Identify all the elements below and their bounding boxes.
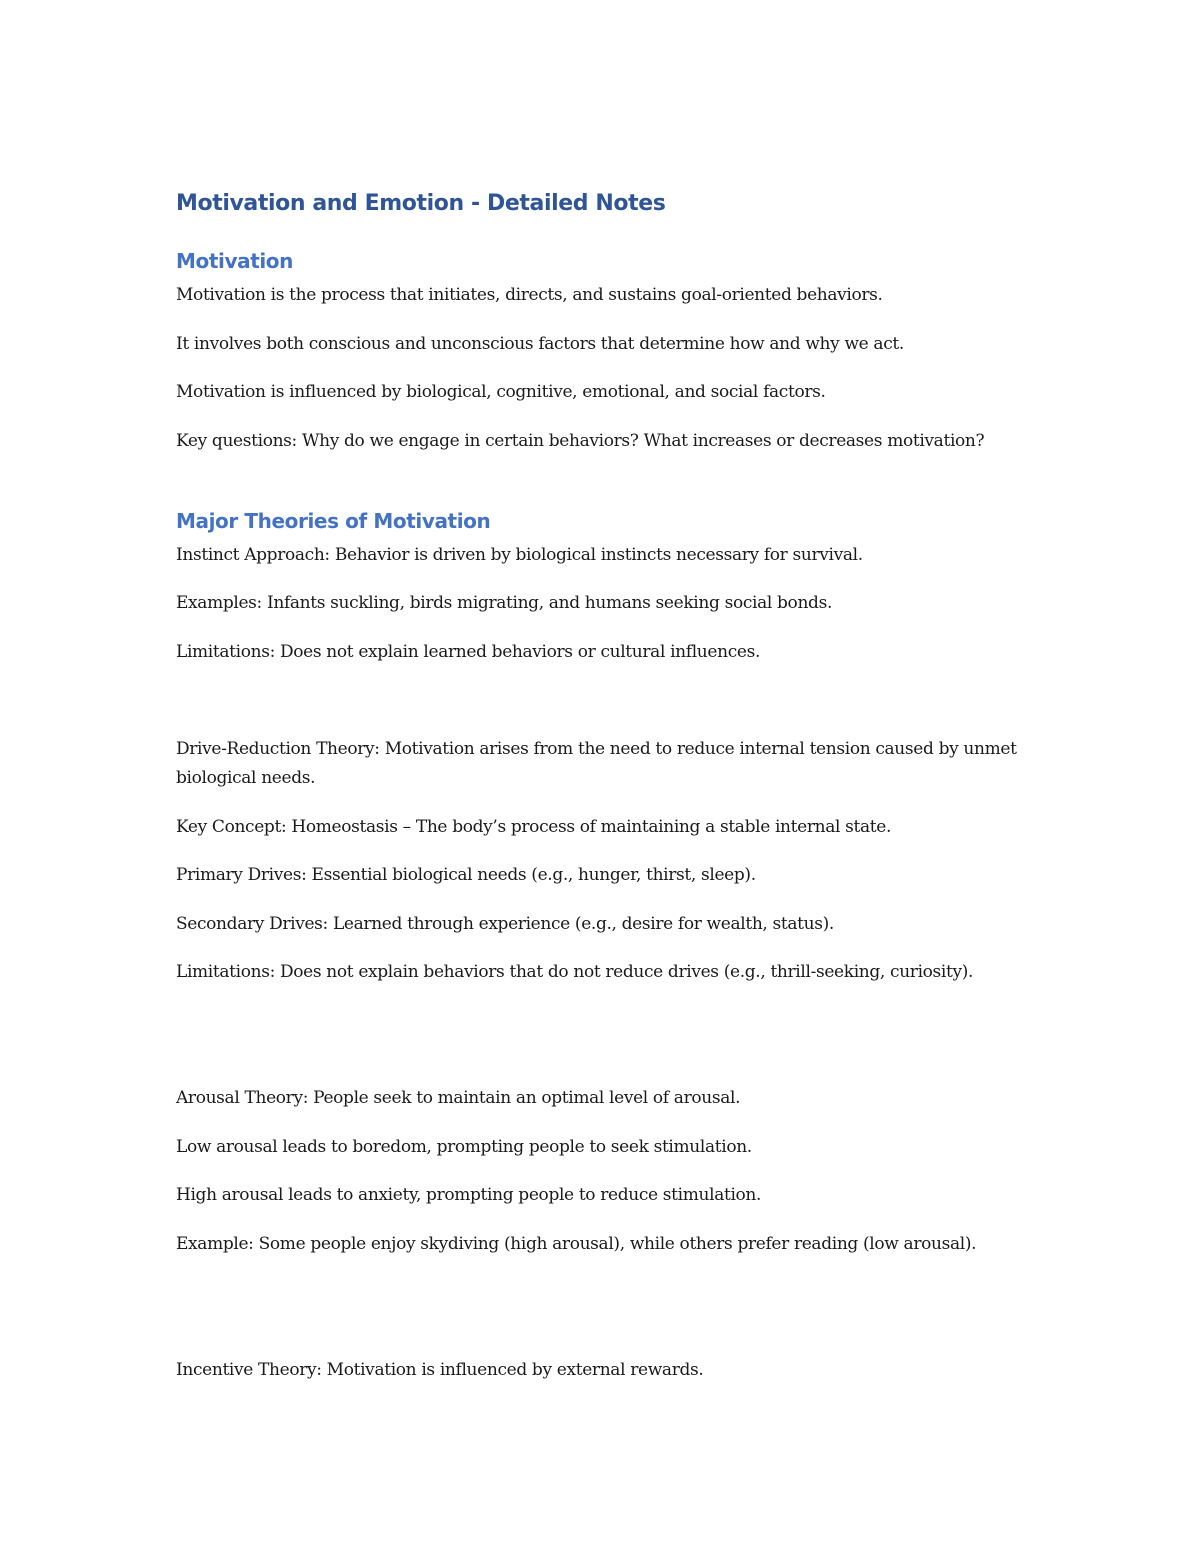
paragraph: Instinct Approach: Behavior is driven by biological instincts necessary for survival. xyxy=(176,545,863,565)
document-page xyxy=(176,0,1036,1553)
paragraph: It involves both conscious and unconscious factors that determine how and why we act. xyxy=(176,334,904,354)
paragraph: Motivation is influenced by biological, cognitive, emotional, and social factors. xyxy=(176,382,826,402)
paragraph: Low arousal leads to boredom, prompting people to seek stimulation. xyxy=(176,1137,752,1157)
paragraph: Examples: Infants suckling, birds migrating, and humans seeking social bonds. xyxy=(176,593,832,613)
paragraph: Arousal Theory: People seek to maintain an optimal level of arousal. xyxy=(176,1088,741,1108)
paragraph: Limitations: Does not explain learned behaviors or cultural influences. xyxy=(176,642,761,662)
section-heading-major-theories: Major Theories of Motivation xyxy=(176,509,491,533)
paragraph: Key Concept: Homeostasis – The body’s process of maintaining a stable internal state. xyxy=(176,817,892,837)
paragraph: Incentive Theory: Motivation is influenced by external rewards. xyxy=(176,1360,704,1380)
paragraph: Primary Drives: Essential biological needs (e.g., hunger, thirst, sleep). xyxy=(176,865,756,885)
paragraph: Motivation is the process that initiates, directs, and sustains goal-oriented behaviors. xyxy=(176,285,883,305)
paragraph: High arousal leads to anxiety, prompting people to reduce stimulation. xyxy=(176,1185,762,1205)
paragraph: Limitations: Does not explain behaviors that do not reduce drives (e.g., thrill-seeking, curiosity). xyxy=(176,962,974,982)
paragraph: Example: Some people enjoy skydiving (high arousal), while others prefer reading (low arousal). xyxy=(176,1234,977,1254)
document-title: Motivation and Emotion - Detailed Notes xyxy=(176,191,666,216)
paragraph: Key questions: Why do we engage in certain behaviors? What increases or decreases motivation? xyxy=(176,431,985,451)
paragraph: Secondary Drives: Learned through experience (e.g., desire for wealth, status). xyxy=(176,914,834,934)
section-heading-motivation: Motivation xyxy=(176,249,293,273)
paragraph: Drive-Reduction Theory: Motivation arises from the need to reduce internal tension caused by unmet biological needs. xyxy=(176,739,1017,788)
